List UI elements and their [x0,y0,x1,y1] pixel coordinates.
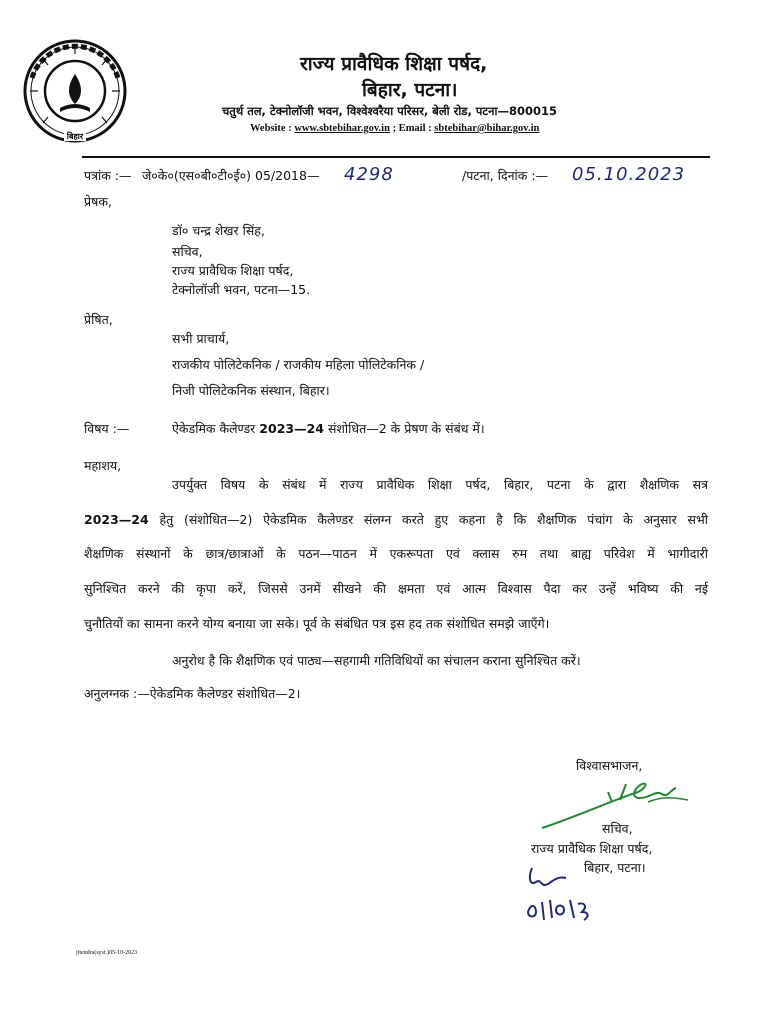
sender-line: राज्य प्रावैधिक शिक्षा पर्षद, [172,263,294,278]
closing-organization: राज्य प्रावैधिक शिक्षा पर्षद, [531,841,653,856]
subject-text [172,420,485,437]
body-line-2-text: हेतु (संशोधित—2) ऐकेडमिक कैलेण्डर संलग्न करते हुए कहना है कि शैक्षणिक पंचांग के अनुसार सभी [159,512,708,527]
place-date-label: /पटना, दिनांक :— [462,168,549,183]
body-line-3: शैक्षणिक संस्थानों के छात्र/छात्राओं के पठन—पाठन में एकरूपता एवं क्लास रुम तथा बाह्य परिवेश में भागीदारी [84,546,708,561]
body-line-6: अनुरोध है कि शैक्षणिक एवं पाठ्य—सहगामी गतिविधियों का संचालन कराना सुनिश्चित करें। [172,653,581,668]
header-divider [82,156,710,158]
closing-designation: सचिव, [602,821,633,836]
sender-line: सचिव, [172,244,203,259]
recipient-line: सभी प्राचार्य, [172,331,230,346]
email-label: ; Email : [392,123,432,134]
organization-address: चतुर्थ तल, टेक्नोलॉजी भवन, विश्वेश्वरैया परिसर, बेली रोड, पटना—800015 [222,104,558,118]
closing-city: बिहार, पटना। [584,860,646,875]
subject-label: विषय :— [84,421,130,436]
subject-year: 2023—24 [259,421,324,436]
ref-label: पत्रांक :— [84,168,132,183]
ref-number: जे०के०(एस०बी०टी०ई०) 05/2018— [142,168,320,183]
website-link[interactable]: www.sbtebihar.gov.in [294,123,390,134]
organization-city: बिहार, पटना। [362,79,458,101]
subject-pre: ऐकेडमिक कैलेण्डर [172,421,256,436]
body-line-4: सुनिश्चित करने की कृपा करें, जिससे उनमें सीखने की क्षमता एवं आत्म विश्वास पैदा कर उन्हें भविष्य की नई [84,581,708,596]
body-line-1: उपर्युक्त विषय के संबंध में राज्य प्रावैधिक शिक्षा पर्षद, बिहार, पटना के द्वारा शैक्षणिक सत्र [172,477,708,492]
organization-seal [12,38,138,144]
subject-post: संशोधित—2 के प्रेषण के संबंध में। [327,421,485,436]
organization-name: राज्य प्रावैधिक शिक्षा पर्षद, [300,53,488,75]
email-link[interactable]: sbtebihar@bihar.gov.in [434,123,540,134]
sender-label: प्रेषक, [84,194,112,209]
closing-yours: विश्वासभाजन, [576,758,643,773]
body-line-5: चुनौतियों का सामना करने योग्य बनाया जा सके। पूर्व के संबंधित पत्र इस हद तक संशोधित समझे जाएँगे। [84,616,550,631]
initials-signature [522,858,612,924]
salutation: महाशय, [84,458,122,473]
recipient-line: राजकीय पोलिटेकनिक / राजकीय महिला पोलिटेकनिक / [172,357,425,372]
seal-bottom-text: बिहार [66,132,84,141]
recipient-line: निजी पोलिटेकनिक संस्थान, बिहार। [172,383,330,398]
sender-line: डॉ० चन्द्र शेखर सिंह, [172,223,265,238]
body-line-2 [84,511,708,528]
body-session-year: 2023—24 [84,512,149,527]
sender-line: टेक्नोलॉजी भवन, पटना—15. [172,282,311,297]
enclosure: अनुलग्नक :—ऐकेडमिक कैलेण्डर संशोधित—2। [84,686,301,701]
footnote: jitendra(syst.)05-10-2023 [76,950,138,956]
contact-line [250,123,539,134]
handwritten-date: 05.10.2023 [572,164,686,185]
recipient-label: प्रेषित, [84,312,113,327]
handwritten-ref-number: 4298 [344,164,394,185]
website-label: Website : [250,123,292,134]
